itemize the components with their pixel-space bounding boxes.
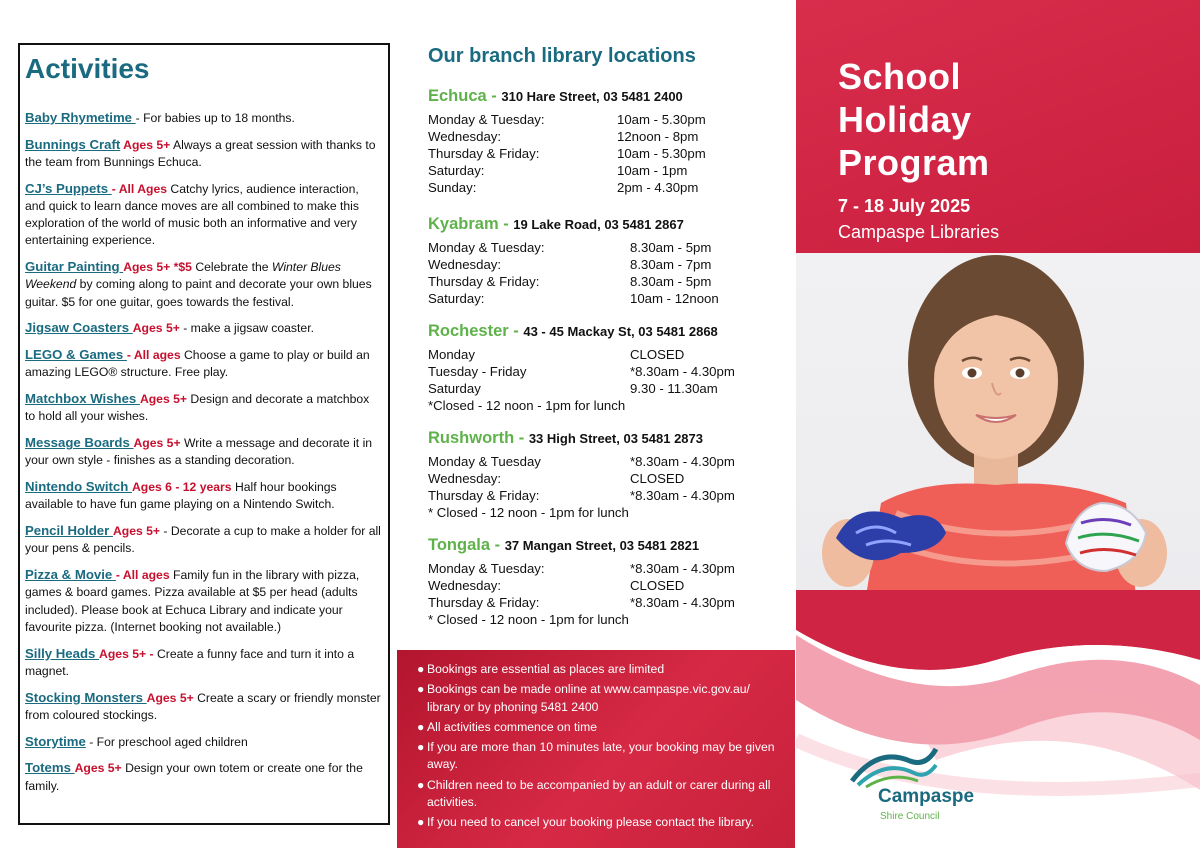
info-text: All activities commence on time (427, 719, 598, 734)
branch-name: Rushworth - (428, 429, 529, 447)
activity-age: Ages 5+ *$5 (123, 260, 192, 275)
activity-age: Ages 5+ (133, 436, 181, 451)
child-holding-crafts-illustration (796, 253, 1200, 596)
hours-time: 8.30am - 7pm (630, 257, 712, 272)
hours-day: Wednesday: (428, 257, 502, 272)
bullet-icon: ● (417, 662, 425, 676)
branches-panel (428, 44, 788, 638)
hours-day: Wednesday: (428, 471, 502, 486)
branch-address: 37 Mangan Street, 03 5481 2821 (504, 538, 700, 553)
activity-item (25, 136, 382, 171)
branch-echuca (428, 86, 788, 196)
cover-title-line: School (838, 56, 962, 97)
activity-item (25, 522, 382, 557)
hours-time: CLOSED (630, 471, 685, 486)
activity-name: Matchbox Wishes (25, 391, 140, 407)
activity-name: Jigsaw Coasters (25, 320, 133, 336)
info-item (417, 719, 779, 737)
hours-day: Monday & Tuesday: (428, 561, 545, 576)
hours-day: Monday & Tuesday: (428, 240, 545, 255)
activity-desc: Half hour bookings available to have fun game playing on a Nintendo Switch. (25, 480, 337, 512)
activity-age: - All ages (115, 568, 170, 583)
opening-hours (428, 111, 706, 196)
hours-time: *8.30am - 4.30pm (630, 561, 735, 576)
branch-address: 19 Lake Road, 03 5481 2867 (513, 217, 684, 232)
hours-time: *8.30am - 4.30pm (630, 454, 735, 469)
logo-subtitle: Shire Council (880, 811, 940, 822)
activity-name: Stocking Monsters (25, 689, 147, 705)
bullet-icon: ● (417, 682, 425, 697)
activity-desc: - Decorate a cup to make a holder for all your pens & pencils. (25, 524, 381, 556)
activity-item (25, 478, 382, 513)
info-item (417, 681, 779, 716)
hours-time: CLOSED (630, 578, 685, 593)
activity-name: Totems (25, 760, 75, 776)
branch-address: 43 - 45 Mackay St, 03 5481 2868 (523, 324, 718, 339)
info-item (417, 814, 779, 832)
activity-age: Ages 5+ (139, 392, 188, 407)
hours-time: 8.30am - 5pm (630, 240, 712, 255)
activity-age: Ages 5+ (132, 321, 180, 336)
cover-title (838, 55, 990, 184)
activity-age: Ages 5+ (74, 761, 122, 776)
activity-desc: Catchy lyrics, audience interaction, and quick to learn dance moves are all combined to make this exploration of the world of music both an informative and very entertaining experience. (25, 181, 359, 248)
cover-title-line: Program (838, 142, 990, 183)
hours-day: Sunday: (428, 180, 477, 195)
booking-info-list (417, 661, 779, 832)
activities-panel (18, 43, 390, 825)
activity-desc: Create a scary or friendly monster from coloured stockings. (25, 690, 381, 722)
activity-item (25, 566, 382, 636)
activity-name: Silly Heads (25, 645, 100, 661)
activity-name: LEGO & Games (25, 347, 127, 363)
info-item (417, 739, 779, 774)
activity-desc: Design your own totem or create one for the family. (25, 761, 363, 793)
activity-desc: - make a jigsaw coaster. (179, 321, 314, 336)
activity-desc: Write a message and decorate it in your own style - finishes as a standing decoration. (25, 436, 373, 468)
hours-day: Wednesday: (428, 578, 502, 593)
opening-hours (428, 346, 735, 397)
organisation-name: Campaspe Libraries (838, 222, 1000, 242)
branches-heading: Our branch library locations (428, 45, 696, 67)
activity-name: CJ’s Puppets (25, 180, 112, 196)
activity-name: Message Boards (25, 435, 134, 451)
opening-hours (428, 560, 735, 611)
hours-day: Monday & Tuesday (428, 454, 541, 469)
lunch-note: *Closed - 12 noon - 1pm for lunch (428, 398, 626, 413)
campaspe-logo (848, 745, 998, 825)
hours-time: CLOSED (630, 347, 685, 362)
activity-desc: Celebrate the (191, 260, 272, 275)
branch-name: Rochester - (428, 322, 524, 340)
hours-day: Monday & Tuesday: (428, 112, 545, 127)
activity-item (25, 645, 382, 680)
branch-name: Tongala - (428, 536, 505, 554)
activity-name: Guitar Painting (25, 259, 124, 275)
activity-desc: Family fun in the library with pizza, games & board games. Pizza available at $5 per head (adults included). Please book at Echuca Library and indicate your favourite pizza. (Internet booking not available.) (25, 568, 360, 634)
branch-address: 310 Hare Street, 03 5481 2400 (501, 89, 683, 104)
booking-info-box (397, 650, 795, 848)
activity-desc: Always a great session with thanks to the team from Bunnings Echuca. (25, 137, 376, 169)
hours-time: 12noon - 8pm (617, 129, 699, 144)
hours-time: *8.30am - 4.30pm (630, 364, 735, 379)
hours-day: Tuesday - Friday (428, 364, 527, 379)
activity-desc-emphasis: Winter Blues Weekend (25, 260, 341, 292)
branch-kyabram (428, 214, 788, 307)
hours-day: Saturday (428, 381, 481, 396)
hours-time: 10am - 1pm (617, 163, 688, 178)
campaspe-swoosh-icon (848, 745, 938, 790)
opening-hours (428, 239, 719, 307)
hours-time: 2pm - 4.30pm (617, 180, 699, 195)
child-photo (796, 253, 1200, 596)
hours-time: *8.30am - 4.30pm (630, 488, 735, 503)
info-text: Bookings can be made online at www.campaspe.vic.gov.au/ library or by phoning 5481 2400 (427, 682, 750, 714)
activity-item (25, 180, 382, 250)
hours-day: Monday (428, 347, 475, 362)
cover-panel (796, 0, 1200, 848)
activity-name: Storytime (25, 733, 86, 749)
hours-time: *8.30am - 4.30pm (630, 595, 735, 610)
hours-time: 8.30am - 5pm (630, 274, 712, 289)
activity-age: Ages 5+ - (99, 646, 154, 661)
activity-item (25, 689, 382, 724)
activity-name: Pizza & Movie (25, 567, 116, 583)
branch-rochester (428, 321, 788, 414)
activities-heading: Activities (25, 53, 150, 84)
bullet-icon: ● (417, 777, 425, 792)
hours-time: 10am - 12noon (630, 291, 719, 306)
activity-name: Bunnings Craft (25, 136, 121, 152)
hours-time: 10am - 5.30pm (617, 146, 706, 161)
program-dates: 7 - 18 July 2025 (838, 196, 971, 216)
activity-item (25, 258, 382, 311)
info-text: If you need to cancel your booking please contact the library. (427, 815, 755, 830)
hours-day: Saturday: (428, 291, 485, 306)
activity-item (25, 390, 382, 425)
activity-desc: by coming along to paint and decorate your own blues guitar. $5 for one guitar, goes towards the festival. (25, 277, 372, 309)
info-text: Bookings are essential as places are limited (427, 662, 665, 676)
hours-time: 10am - 5.30pm (617, 112, 706, 127)
hours-day: Thursday & Friday: (428, 274, 540, 289)
branch-name: Echuca - (428, 87, 502, 105)
activity-item (25, 319, 382, 337)
info-item (417, 777, 779, 812)
activity-item (25, 733, 382, 751)
activity-age: Ages 5+ (112, 524, 161, 539)
activity-age: Ages 6 - 12 years (131, 480, 232, 495)
bullet-icon: ● (417, 739, 425, 754)
hours-day: Saturday: (428, 163, 485, 178)
activity-age: Ages 5+ (146, 690, 194, 705)
activity-name: Nintendo Switch (25, 479, 132, 495)
hours-day: Thursday & Friday: (428, 146, 540, 161)
info-item (417, 661, 779, 679)
activity-age: - All ages (126, 348, 181, 363)
hours-day: Thursday & Friday: (428, 488, 540, 503)
hours-day: Thursday & Friday: (428, 595, 540, 610)
activity-desc: Create a funny face and turn it into a magnet. (25, 646, 355, 678)
activity-item (25, 759, 382, 794)
branch-name: Kyabram - (428, 215, 514, 233)
cover-title-line: Holiday (838, 99, 972, 140)
info-text: Children need to be accompanied by an adult or carer during all activities. (427, 777, 771, 810)
activity-desc: - For babies up to 18 months. (135, 111, 295, 125)
bullet-icon: ● (417, 719, 425, 734)
branch-address: 33 High Street, 03 5481 2873 (528, 431, 703, 446)
activity-name: Baby Rhymetime (25, 110, 136, 125)
activity-item (25, 346, 382, 381)
activity-desc: - For preschool aged children (85, 734, 248, 749)
opening-hours (428, 453, 735, 504)
activity-desc: Design and decorate a matchbox to hold all your wishes. (25, 392, 370, 424)
hours-day: Wednesday: (428, 129, 502, 144)
bullet-icon: ● (417, 815, 425, 830)
branch-rushworth (428, 428, 788, 521)
activity-name: Pencil Holder (25, 523, 113, 539)
lunch-note: * Closed - 12 noon - 1pm for lunch (428, 612, 629, 627)
branch-tongala (428, 535, 788, 628)
activity-desc: Choose a game to play or build an amazing LEGO® structure. Free play. (25, 348, 370, 380)
hours-time: 9.30 - 11.30am (630, 381, 718, 396)
info-text: If you are more than 10 minutes late, your booking may be given away. (427, 739, 775, 772)
logo-name: Campaspe (878, 786, 975, 807)
activity-item (25, 109, 382, 127)
lunch-note: * Closed - 12 noon - 1pm for lunch (428, 505, 629, 520)
activity-item (25, 434, 382, 469)
activity-age: - All Ages (111, 181, 168, 196)
activity-age: Ages 5+ (120, 137, 171, 152)
